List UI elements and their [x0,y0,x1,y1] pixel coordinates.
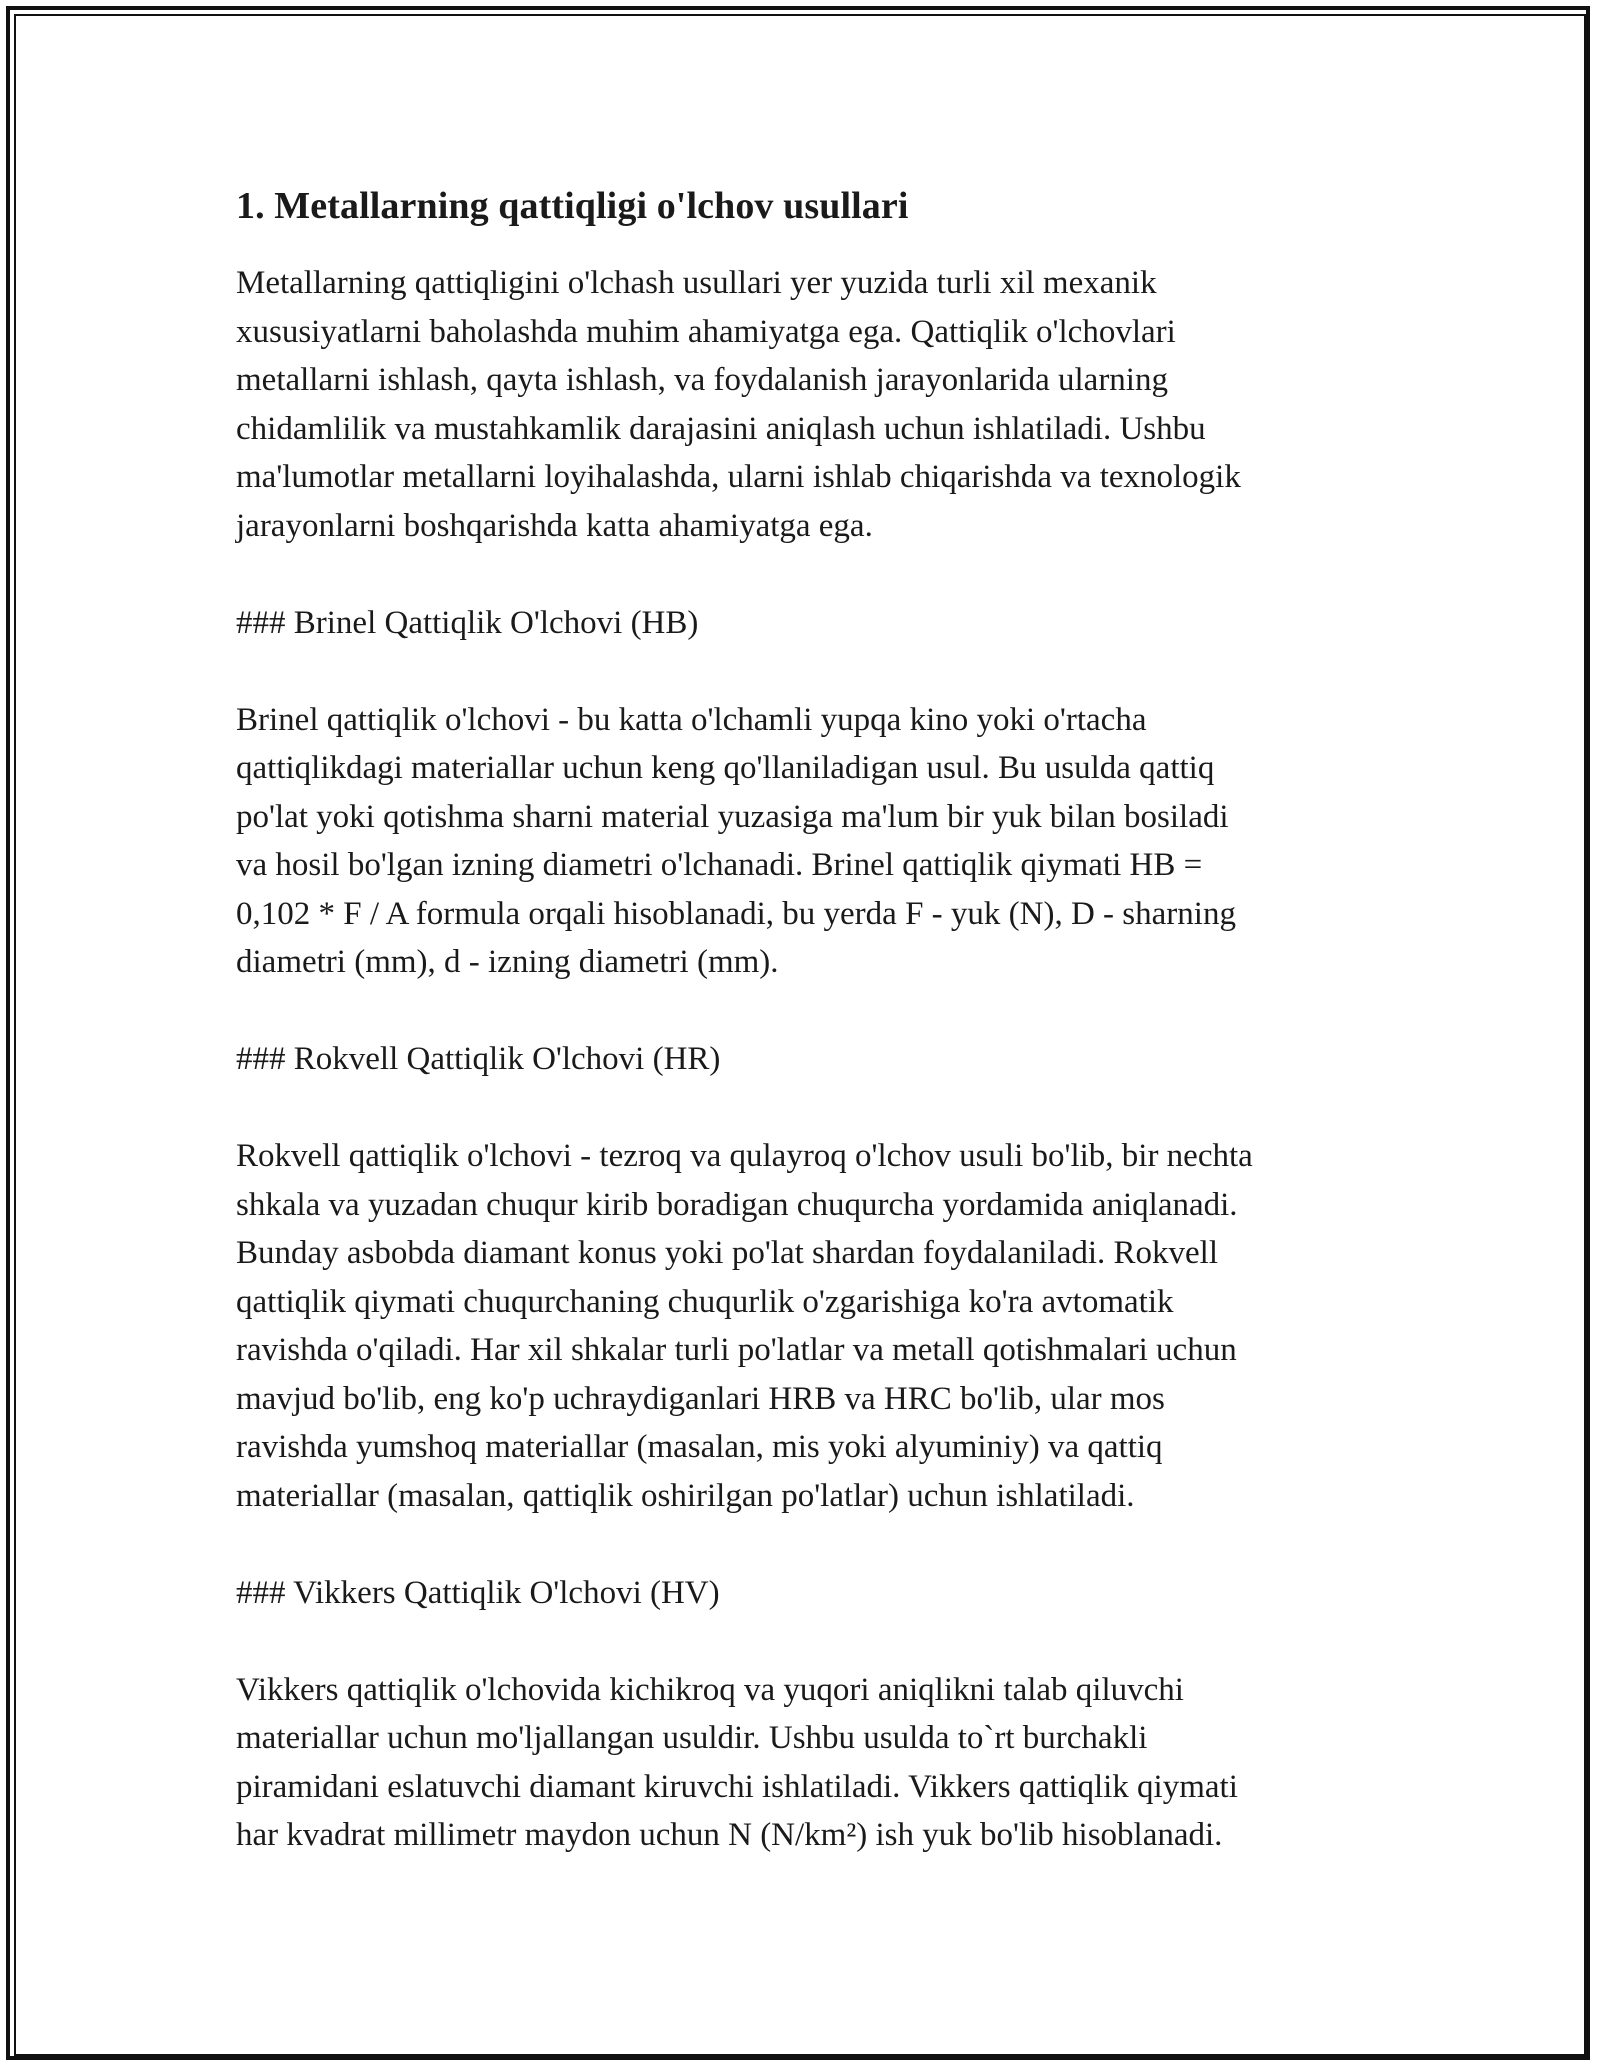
paragraph-gap [236,550,1376,599]
section-body-rokvell: Rokvell qattiqlik o'lchovi - tezroq va qulayroq o'lchov usuli bo'lib, bir nechta shkala va yuzadan chuqur kirib boradigan chuqurcha yordamida aniqlanadi. Bunday asbobda diamant konus yoki po'lat shardan foydalaniladi. Rokvell qattiqlik qiymati chuqurchaning chuqurlik o'zgarishiga ko'ra avtomatik ravishda o'qiladi. Har xil shkalar turli po'latlar va metall qotishmalari uchun mavjud bo'lib, eng ko'p uchraydiganlari HRB va HRC bo'lib, ular mos ravishda yumshoq materiallar (masalan, mis yoki alyuminiy) va qattiq materiallar (masalan, qattiqlik oshirilgan po'latlar) uchun ishlatiladi. [236,1138,1253,1514]
paragraph-gap [236,1617,1376,1666]
paragraph-gap [236,1520,1376,1569]
section-heading-brinel: ### Brinel Qattiqlik O'lchovi (HB) [236,604,699,641]
section-body-vikkers: Vikkers qattiqlik o'lchovida kichikroq va yuqori aniqlikni talab qiluvchi materiallar uchun mo'ljallangan usuldir. Ushbu usulda to`rt burchakli piramidani eslatuvchi diamant kiruvchi ishlatiladi. Vikkers qattiqlik qiymati har kvadrat millimetr maydon uchun N (N/km²) ish yuk bo'lib hisoblanadi. [236,1671,1238,1854]
paragraph-gap [236,1084,1376,1133]
document-body [236,182,1376,1860]
section-heading-vikkers: ### Vikkers Qattiqlik O'lchovi (HV) [236,1574,720,1611]
paragraph-gap [236,647,1376,696]
paragraph-gap [236,987,1376,1036]
section-heading-rokvell: ### Rokvell Qattiqlik O'lchovi (HR) [236,1041,721,1078]
section-body-brinel: Brinel qattiqlik o'lchovi - bu katta o'lchamli yupqa kino yoki o'rtacha qattiqlikdagi materiallar uchun keng qo'llaniladigan usul. Bu usulda qattiq po'lat yoki qotishma sharni material yuzasiga ma'lum bir yuk bilan bosiladi va hosil bo'lgan izning diametri o'lchanadi. Brinel qattiqlik qiymati HB = 0,102 * F / A formula orqali hisoblanadi, bu yerda F - yuk (N), D - sharning diametri (mm), d - izning diametri (mm). [236,701,1236,981]
intro-paragraph: Metallarning qattiqligini o'lchash usullari yer yuzida turli xil mexanik xususiyatlarni baholashda muhim ahamiyatga ega. Qattiqlik o'lchovlari metallarni ishlash, qayta ishlash, va foydalanish jarayonlarida ularning chidamlilik va mustahkamlik darajasini aniqlash uchun ishlatiladi. Ushbu ma'lumotlar metallarni loyihalashda, ularni ishlab chiqarishda va texnologik jarayonlarni boshqarishda katta ahamiyatga ega. [236,265,1241,544]
document-title: 1. Metallarning qattiqligi o'lchov usullari [236,185,909,227]
